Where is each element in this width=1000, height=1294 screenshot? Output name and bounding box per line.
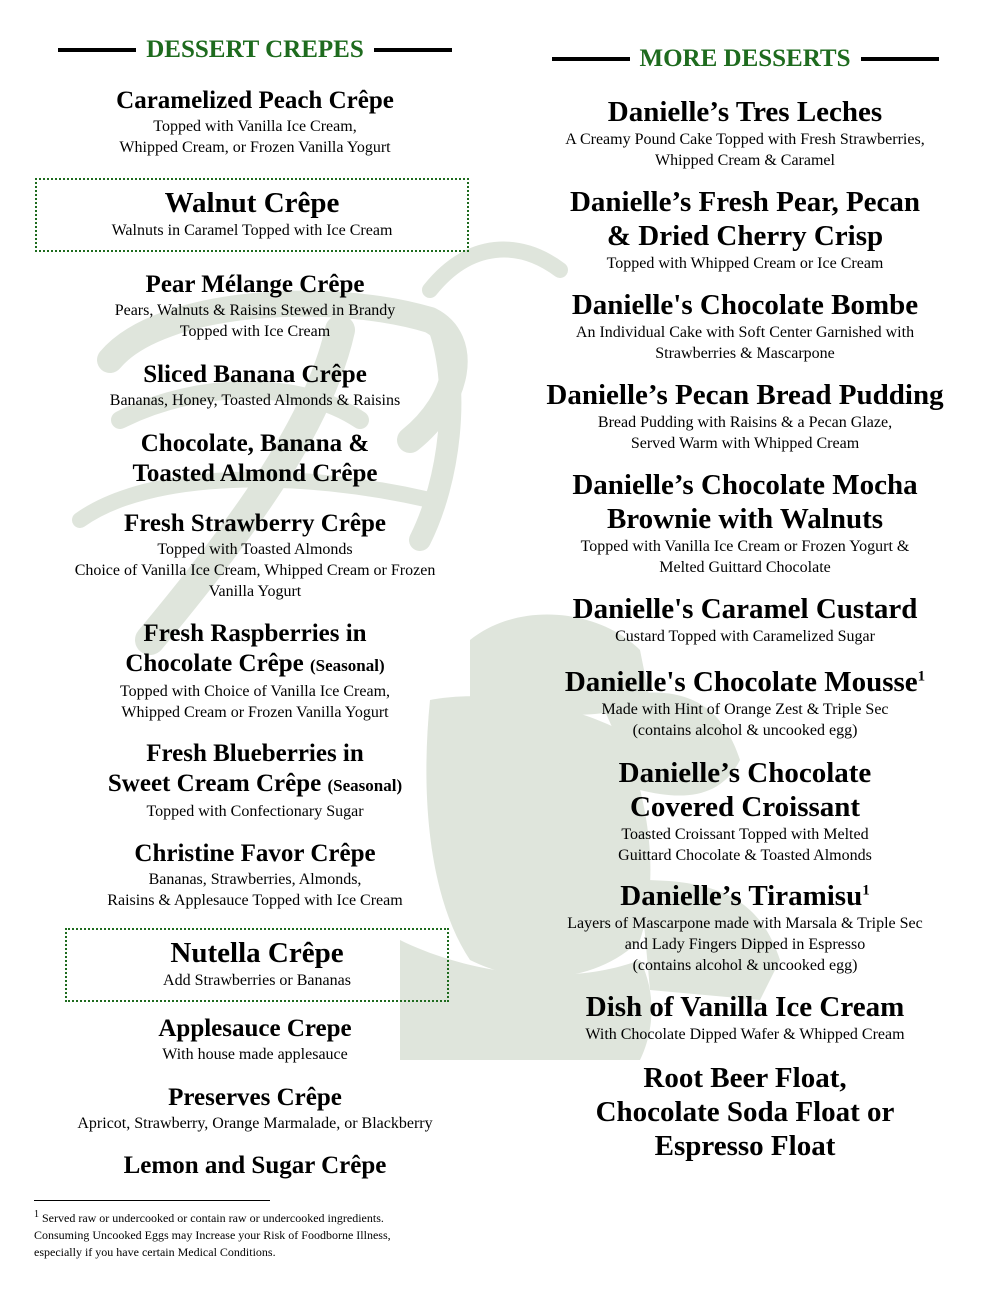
item-desc: Topped with Vanilla Ice Cream or Frozen Yogurt & (580, 538, 910, 555)
item-desc: Topped with Vanilla Ice Cream, (153, 118, 357, 135)
item-desc: Raisins & Applesauce Topped with Ice Cream (107, 892, 403, 909)
item-desc: Served Warm with Whipped Cream (630, 435, 860, 452)
item-name: & Dried Cherry Crisp (606, 220, 884, 252)
header-rule-right (374, 48, 452, 52)
item-name: Caramelized Peach Crêpe (116, 87, 394, 114)
footnote-marker: 1 (34, 1209, 39, 1220)
footnote-text: especially if you have certain Medical Conditions. (34, 1245, 276, 1259)
item-desc: Topped with Ice Cream (179, 323, 331, 340)
menu-item (30, 1151, 480, 1181)
item-name: Nutella Crêpe (170, 937, 344, 969)
footnote-line (34, 1210, 454, 1227)
item-name: Danielle’s Tiramisu (620, 880, 863, 912)
item-desc: Guittard Chocolate & Toasted Almonds (618, 847, 872, 864)
menu-item (520, 185, 970, 274)
item-desc: With Chocolate Dipped Wafer & Whipped Cream (585, 1026, 905, 1043)
item-desc: An Individual Cake with Soft Center Garnished with (575, 324, 915, 341)
menu-item (30, 86, 480, 158)
item-desc: Whipped Cream or Frozen Vanilla Yogurt (121, 704, 389, 721)
menu-item (520, 95, 970, 171)
menu-item (30, 1014, 480, 1065)
footnote (34, 1210, 454, 1261)
item-desc: Strawberries & Mascarpone (655, 345, 835, 362)
item-name: Fresh Raspberries in (143, 620, 367, 647)
menu-item (30, 509, 480, 602)
item-desc: Vanilla Yogurt (208, 583, 302, 600)
menu-item (30, 270, 480, 342)
menu-item (30, 429, 480, 489)
seasonal-tag: (Seasonal) (310, 656, 385, 675)
item-name: Lemon and Sugar Crêpe (123, 1152, 387, 1179)
item-name: Toasted Almond Crêpe (132, 460, 378, 487)
item-desc: Whipped Cream & Caramel (655, 152, 835, 169)
item-name: Chocolate, Banana & (140, 430, 370, 457)
menu-item (30, 1083, 480, 1134)
item-desc: Add Strawberries or Bananas (163, 972, 351, 989)
item-desc: Topped with Choice of Vanilla Ice Cream, (119, 683, 391, 700)
item-name: Chocolate Soda Float or (595, 1096, 895, 1128)
menu-item-featured (35, 178, 469, 252)
section-title: MORE DESSERTS (639, 45, 851, 72)
item-name: Brownie with Walnuts (606, 503, 884, 535)
menu-item (520, 1061, 970, 1163)
item-desc: Made with Hint of Orange Zest & Triple Sec (601, 701, 889, 718)
footnote-marker: 1 (917, 668, 926, 685)
section-title: DESSERT CREPES (146, 36, 364, 63)
menu-item (520, 468, 970, 578)
footnote-text: Consuming Uncooked Eggs may Increase your Risk of Foodborne Illness, (34, 1228, 391, 1242)
item-desc: Melted Guittard Chocolate (659, 559, 831, 576)
item-desc: (contains alcohol & uncooked egg) (632, 722, 858, 739)
item-name: Root Beer Float, (643, 1062, 847, 1094)
item-desc: Whipped Cream, or Frozen Vanilla Yogurt (119, 139, 391, 156)
menu-item-featured (65, 928, 449, 1002)
menu-item (520, 879, 970, 976)
footnote-marker: 1 (862, 882, 870, 899)
item-desc: (contains alcohol & uncooked egg) (632, 957, 858, 974)
header-rule-left (58, 48, 136, 52)
item-name: Danielle’s Fresh Pear, Pecan (569, 186, 921, 218)
item-name: Danielle’s Tres Leches (607, 96, 883, 128)
item-desc: Custard Topped with Caramelized Sugar (615, 628, 875, 645)
item-name: Preserves Crêpe (168, 1084, 342, 1111)
item-desc: Bananas, Strawberries, Almonds, (148, 871, 362, 888)
menu-item (520, 665, 970, 741)
menu-item (30, 839, 480, 911)
item-name: Walnut Crêpe (164, 187, 340, 219)
header-rule-left (552, 57, 630, 61)
item-desc: Apricot, Strawberry, Orange Marmalade, or Blackberry (77, 1115, 433, 1132)
menu-item (520, 990, 970, 1045)
item-desc: Layers of Mascarpone made with Marsala & Triple Sec (567, 915, 923, 932)
item-desc: Toasted Croissant Topped with Melted (621, 826, 869, 843)
footnote-rule (34, 1200, 270, 1201)
item-name: Chocolate Crêpe (125, 650, 304, 677)
item-desc: Bananas, Honey, Toasted Almonds & Raisins (109, 392, 401, 409)
item-desc: Walnuts in Caramel Topped with Ice Cream (111, 222, 393, 239)
item-desc: Topped with Toasted Almonds (157, 541, 353, 558)
item-name-line (520, 879, 970, 913)
item-desc: Bread Pudding with Raisins & a Pecan Glaze, (597, 414, 893, 431)
item-name: Dish of Vanilla Ice Cream (585, 991, 905, 1023)
item-desc: Topped with Whipped Cream or Ice Cream (606, 255, 884, 272)
item-name: Espresso Float (654, 1130, 836, 1162)
item-name: Danielle’s Pecan Bread Pudding (546, 379, 944, 411)
item-desc: and Lady Fingers Dipped in Espresso (624, 936, 866, 953)
item-desc: Topped with Confectionary Sugar (146, 803, 364, 820)
item-name: Pear Mélange Crêpe (145, 271, 365, 298)
menu-item (520, 378, 970, 454)
menu-item (520, 592, 970, 647)
header-rule-right (861, 57, 939, 61)
item-name: Applesauce Crepe (158, 1015, 352, 1042)
item-name: Covered Croissant (629, 791, 861, 823)
item-desc: A Creamy Pound Cake Topped with Fresh Strawberries, (565, 131, 925, 148)
item-name: Danielle's Caramel Custard (572, 593, 918, 625)
item-name-line (520, 665, 970, 699)
dessert-crepes-header (30, 36, 480, 64)
menu-item (520, 288, 970, 364)
item-name: Sweet Cream Crêpe (107, 770, 322, 797)
item-name: Sliced Banana Crêpe (143, 361, 367, 388)
menu-item (30, 619, 480, 723)
item-name: Fresh Strawberry Crêpe (124, 510, 386, 537)
more-desserts-header (520, 45, 970, 73)
item-name: Danielle's Chocolate Bombe (571, 289, 919, 321)
menu-item (520, 756, 970, 866)
seasonal-tag: (Seasonal) (327, 776, 403, 795)
menu-item (30, 739, 480, 822)
footnote-text: Served raw or undercooked or contain raw or undercooked ingredients. (42, 1211, 384, 1225)
item-name: Danielle’s Chocolate (618, 757, 872, 789)
item-desc: With house made applesauce (162, 1046, 348, 1063)
item-name: Danielle's Chocolate Mousse (564, 666, 918, 698)
item-name: Christine Favor Crêpe (134, 840, 376, 867)
item-desc: Pears, Walnuts & Raisins Stewed in Brandy (114, 302, 396, 319)
item-name: Danielle’s Chocolate Mocha (572, 469, 918, 501)
menu-item (30, 360, 480, 411)
item-name-line (30, 769, 480, 801)
item-name: Fresh Blueberries in (146, 740, 364, 767)
item-name-line (30, 649, 480, 681)
item-desc: Choice of Vanilla Ice Cream, Whipped Cream or Frozen (74, 562, 436, 579)
